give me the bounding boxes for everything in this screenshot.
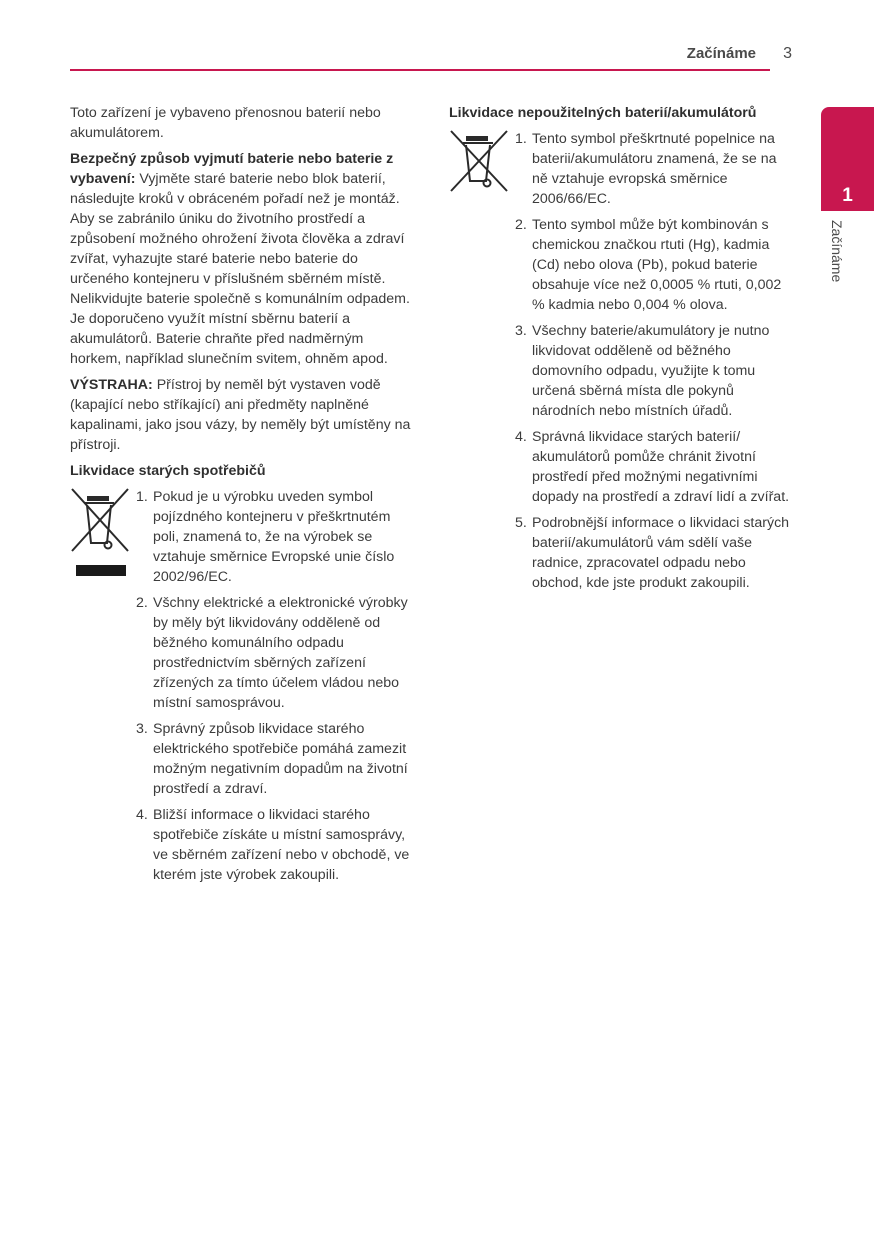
item-text: Správná likvidace starých baterií/ akumulátorů pomůže chránit životní prostředí před možnými negativními dopady na prostředí a zdraví lidí a zvířat.	[532, 429, 790, 505]
left-column	[70, 103, 418, 891]
header-title: Začínáme	[686, 45, 756, 62]
battery-removal-paragraph	[70, 149, 418, 369]
right-column	[449, 103, 796, 599]
batteries-section	[449, 129, 796, 599]
item-text: Tento symbol může být kombinován s chemickou značkou rtuti (Hg), kadmia (Cd) nebo olova (Pb), pokud baterie obsahuje více než 0,0005 % rtuti, 0,002 % kadmia nebo 0,004 % olova.	[532, 217, 782, 313]
page-number: 3	[783, 45, 792, 62]
old-appliances-heading: Likvidace starých spotřebičů	[70, 463, 266, 479]
header-divider	[70, 69, 770, 71]
chapter-label: Začínáme	[829, 220, 845, 283]
item-text: Podrobnější informace o likvidaci starých baterií/akumulátorů vám sdělí vaše radnice, zpracovatel odpadu nebo obchod, kde jste produkt zakoupili.	[532, 515, 790, 591]
item-text: Pokud je u výrobku uveden symbol pojízdného kontejneru v přeškrtnutém poli, znamená to, že na výrobek se vztahuje směrnice Evropské unie číslo 2002/96/EC.	[153, 489, 395, 585]
list-item	[515, 321, 796, 421]
list-item	[515, 427, 796, 507]
battery-removal-text: Vyjměte staré baterie nebo blok baterií, následujte kroků v obráceném pořadí než je montáž. Aby se zabránilo úniku do životního prostředí a způsobení možného ohrožení života člověka a zdraví zvířat, vyhazujte staré baterie nebo baterie do určeného kontejneru v příslušném sběrném místě. Nelikvidujte baterie společně s komunálním odpadem. Je doporučeno využít místní sběrnu baterií a akumulátorů. Baterie chraňte před nadměrným horkem, například slunečním svitem, ohněm apod.	[70, 171, 410, 367]
chapter-number: 1	[842, 185, 853, 206]
list-item	[515, 129, 796, 209]
warning-paragraph	[70, 375, 418, 455]
item-text: Tento symbol přeškrtnuté popelnice na baterii/akumulátoru znamená, že se na ně vztahuje evropská směrnice 2006/66/EC.	[532, 131, 777, 207]
item-text: Všechny baterie/akumulátory je nutno likvidovat odděleně od běžného domovního odpadu, využijte k tomu určená sběrná místa dle pokynů národních nebo místních úřadů.	[532, 323, 770, 419]
batteries-list	[515, 129, 796, 599]
item-number: 2.	[136, 595, 148, 611]
warning-label: VÝSTRAHA:	[70, 377, 153, 393]
item-number: 3.	[515, 323, 527, 339]
battery-removal-label: Bezpečný způsob vyjmutí baterie nebo baterie z vybavení:	[70, 151, 394, 187]
item-text: Všchny elektrické a elektronické výrobky by měly být likvidovány odděleně od běžného komunálního odpadu prostřednictvím sběrných zařízení zřízených za tímto účelem vládou nebo místní samosprávou.	[153, 595, 408, 711]
crossed-bin-icon	[449, 129, 515, 599]
item-number: 4.	[136, 807, 148, 823]
item-text: Správný způsob likvidace starého elektrického spotřebiče pomáhá zamezit možným negativním dopadům na životní prostředí a zdraví.	[153, 721, 408, 797]
list-item	[136, 487, 418, 587]
item-number: 2.	[515, 217, 527, 233]
batteries-heading: Likvidace nepoužitelných baterií/akumulátorů	[449, 105, 757, 121]
item-number: 1.	[136, 489, 148, 505]
warning-text: Přístroj by neměl být vystaven vodě (kapající nebo stříkající) ani předměty naplněné kapalinami, jako jsou vázy, by neměly být umístěny na přístroji.	[70, 377, 411, 453]
list-item	[515, 513, 796, 593]
crossed-bin-with-bar-icon	[70, 487, 136, 891]
list-item	[136, 593, 418, 713]
chapter-tab	[821, 107, 874, 211]
item-number: 4.	[515, 429, 527, 445]
item-number: 1.	[515, 131, 527, 147]
intro-paragraph: Toto zařízení je vybaveno přenosnou baterií nebo akumulátorem.	[70, 105, 381, 141]
list-item	[136, 719, 418, 799]
item-text: Bližší informace o likvidaci starého spotřebiče získáte u místní samosprávy, ve sběrném zařízení nebo v obchodě, ve kterém jste výrobek zakoupili.	[153, 807, 410, 883]
old-appliances-section	[70, 487, 418, 891]
list-item	[515, 215, 796, 315]
old-appliances-list	[136, 487, 418, 891]
item-number: 5.	[515, 515, 527, 531]
item-number: 3.	[136, 721, 148, 737]
list-item	[136, 805, 418, 885]
